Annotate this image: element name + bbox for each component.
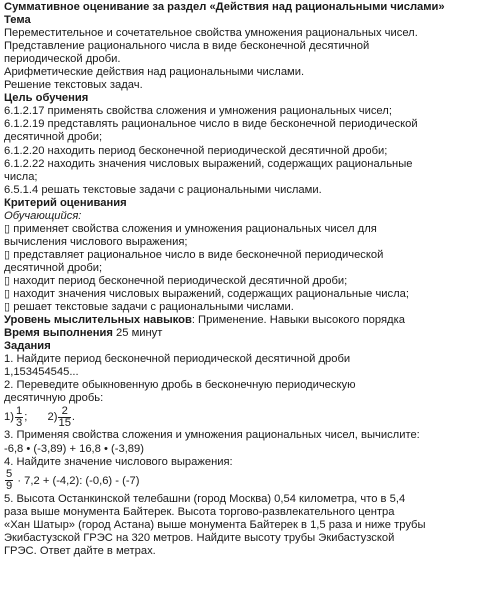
- theme-line: Переместительное и сочетательное свойства умножения рациональных чисел.: [4, 27, 418, 40]
- criteria-subheading: Обучающийся:: [4, 209, 82, 222]
- criteria-line: ▯ представляет рациональное число в виде бесконечной периодической: [4, 248, 384, 261]
- fraction-a-numerator: 1: [15, 405, 23, 417]
- task-2-line: десятичную дробь:: [4, 392, 104, 405]
- fraction-b: [58, 406, 70, 429]
- criteria-section: [4, 197, 496, 314]
- duration: [4, 327, 496, 340]
- fraction-b-separator: .: [71, 411, 76, 424]
- thinking-level-label: Уровень мыслительных навыков: [4, 314, 192, 327]
- goal-line: 6.1.2.22 находить значения числовых выражений, содержащих рациональные: [4, 157, 413, 170]
- task-1-line: 1. Найдите период бесконечной периодической десятичной дроби: [4, 353, 351, 366]
- fraction-b-numerator: 2: [58, 406, 70, 418]
- thinking-level: [4, 314, 496, 327]
- criteria-line: ▯ применяет свойства сложения и умножения рациональных чисел для: [4, 222, 377, 235]
- task-2-fractions: [4, 405, 496, 429]
- fraction-a: [15, 406, 23, 429]
- criteria-line: ▯ находит период бесконечной периодической десятичной дроби;: [4, 274, 348, 287]
- task-5-line: «Хан Шатыр» (город Астана) выше монумента Байтерек в 1,5 раза и ниже трубы: [4, 518, 426, 531]
- goal-line: числа;: [4, 170, 38, 183]
- expression-numerator: 5: [6, 468, 13, 481]
- tasks-section: [4, 340, 496, 558]
- fraction-b-label: 2): [47, 411, 58, 424]
- theme-line: Решение текстовых задач.: [4, 79, 143, 92]
- criteria-line: ▯ находит значения числовых выражений, содержащих рациональные числа;: [4, 288, 409, 301]
- fraction-b-denominator: 15: [58, 417, 71, 429]
- goals-section: [4, 92, 496, 196]
- task-5-line: ГРЭС. Ответ дайте в метрах.: [4, 544, 156, 557]
- goal-line: 6.1.2.19 представлять рациональное число в виде бесконечной периодической: [4, 118, 418, 131]
- fraction-a-label: 1): [4, 411, 14, 424]
- tasks-heading: Задания: [4, 340, 51, 353]
- task-5-line: раза выше монумента Байтерек. Высота торгово-развлекательного центра: [4, 505, 395, 518]
- goals-heading: Цель обучения: [4, 92, 89, 105]
- goal-line: 6.1.2.17 применять свойства сложения и умножения рациональных чисел;: [4, 105, 392, 118]
- expression-rest: · 7,2 + (-4,2): (-0,6) - (-7): [17, 474, 140, 487]
- task-5-line: 5. Высота Останкинской телебашни (город Москва) 0,54 километра, что в 5,4: [4, 492, 406, 505]
- task-3-line: -6,8 • (-3,89) + 16,8 • (-3,89): [4, 442, 144, 455]
- task-4-line: 4. Найдите значение числового выражения:: [4, 455, 233, 468]
- task-5-line: Экибастузской ГРЭС на 320 метров. Найдите высоту трубы Экибастузской: [4, 531, 395, 544]
- theme-line: Арифметические действия над рациональными числами.: [4, 66, 305, 79]
- thinking-level-value: : Применение. Навыки высокого порядка: [191, 314, 405, 327]
- fraction-a-denominator: 3: [15, 417, 23, 429]
- criteria-line: вычисления числового выражения;: [4, 235, 188, 248]
- theme-line: периодической дроби.: [4, 53, 121, 66]
- duration-value: 25 минут: [112, 327, 163, 340]
- task-3-line: 3. Применяя свойства сложения и умножения рациональных чисел, вычислите:: [4, 429, 420, 442]
- theme-section: [4, 14, 496, 92]
- criteria-heading: Критерий оценивания: [4, 196, 127, 209]
- goal-line: 6.1.2.20 находить период бесконечной периодической десятичной дроби;: [4, 144, 388, 157]
- theme-line: Представление рационального числа в виде бесконечной десятичной: [4, 40, 370, 53]
- duration-label: Время выполнения: [4, 327, 113, 340]
- criteria-line: десятичной дроби;: [4, 261, 103, 274]
- criteria-line: ▯ решает текстовые задачи с рациональными числами.: [4, 301, 294, 314]
- goal-line: десятичной дроби;: [4, 131, 103, 144]
- theme-heading: Тема: [4, 14, 31, 27]
- expression-fraction: [5, 469, 13, 492]
- task-4-expression: [4, 469, 496, 493]
- goal-line: 6.5.1.4 решать текстовые задачи с рациональными числами.: [4, 183, 322, 196]
- task-2-line: 2. Переведите обыкновенную дробь в бесконечную периодическую: [4, 379, 356, 392]
- expression-denominator: 9: [6, 480, 13, 493]
- task-1-line: 1,153454545...: [4, 366, 79, 379]
- document-title: Суммативное оценивание за раздел «Действия над рациональными числами»: [4, 1, 445, 13]
- fraction-a-separator: ;: [24, 411, 28, 424]
